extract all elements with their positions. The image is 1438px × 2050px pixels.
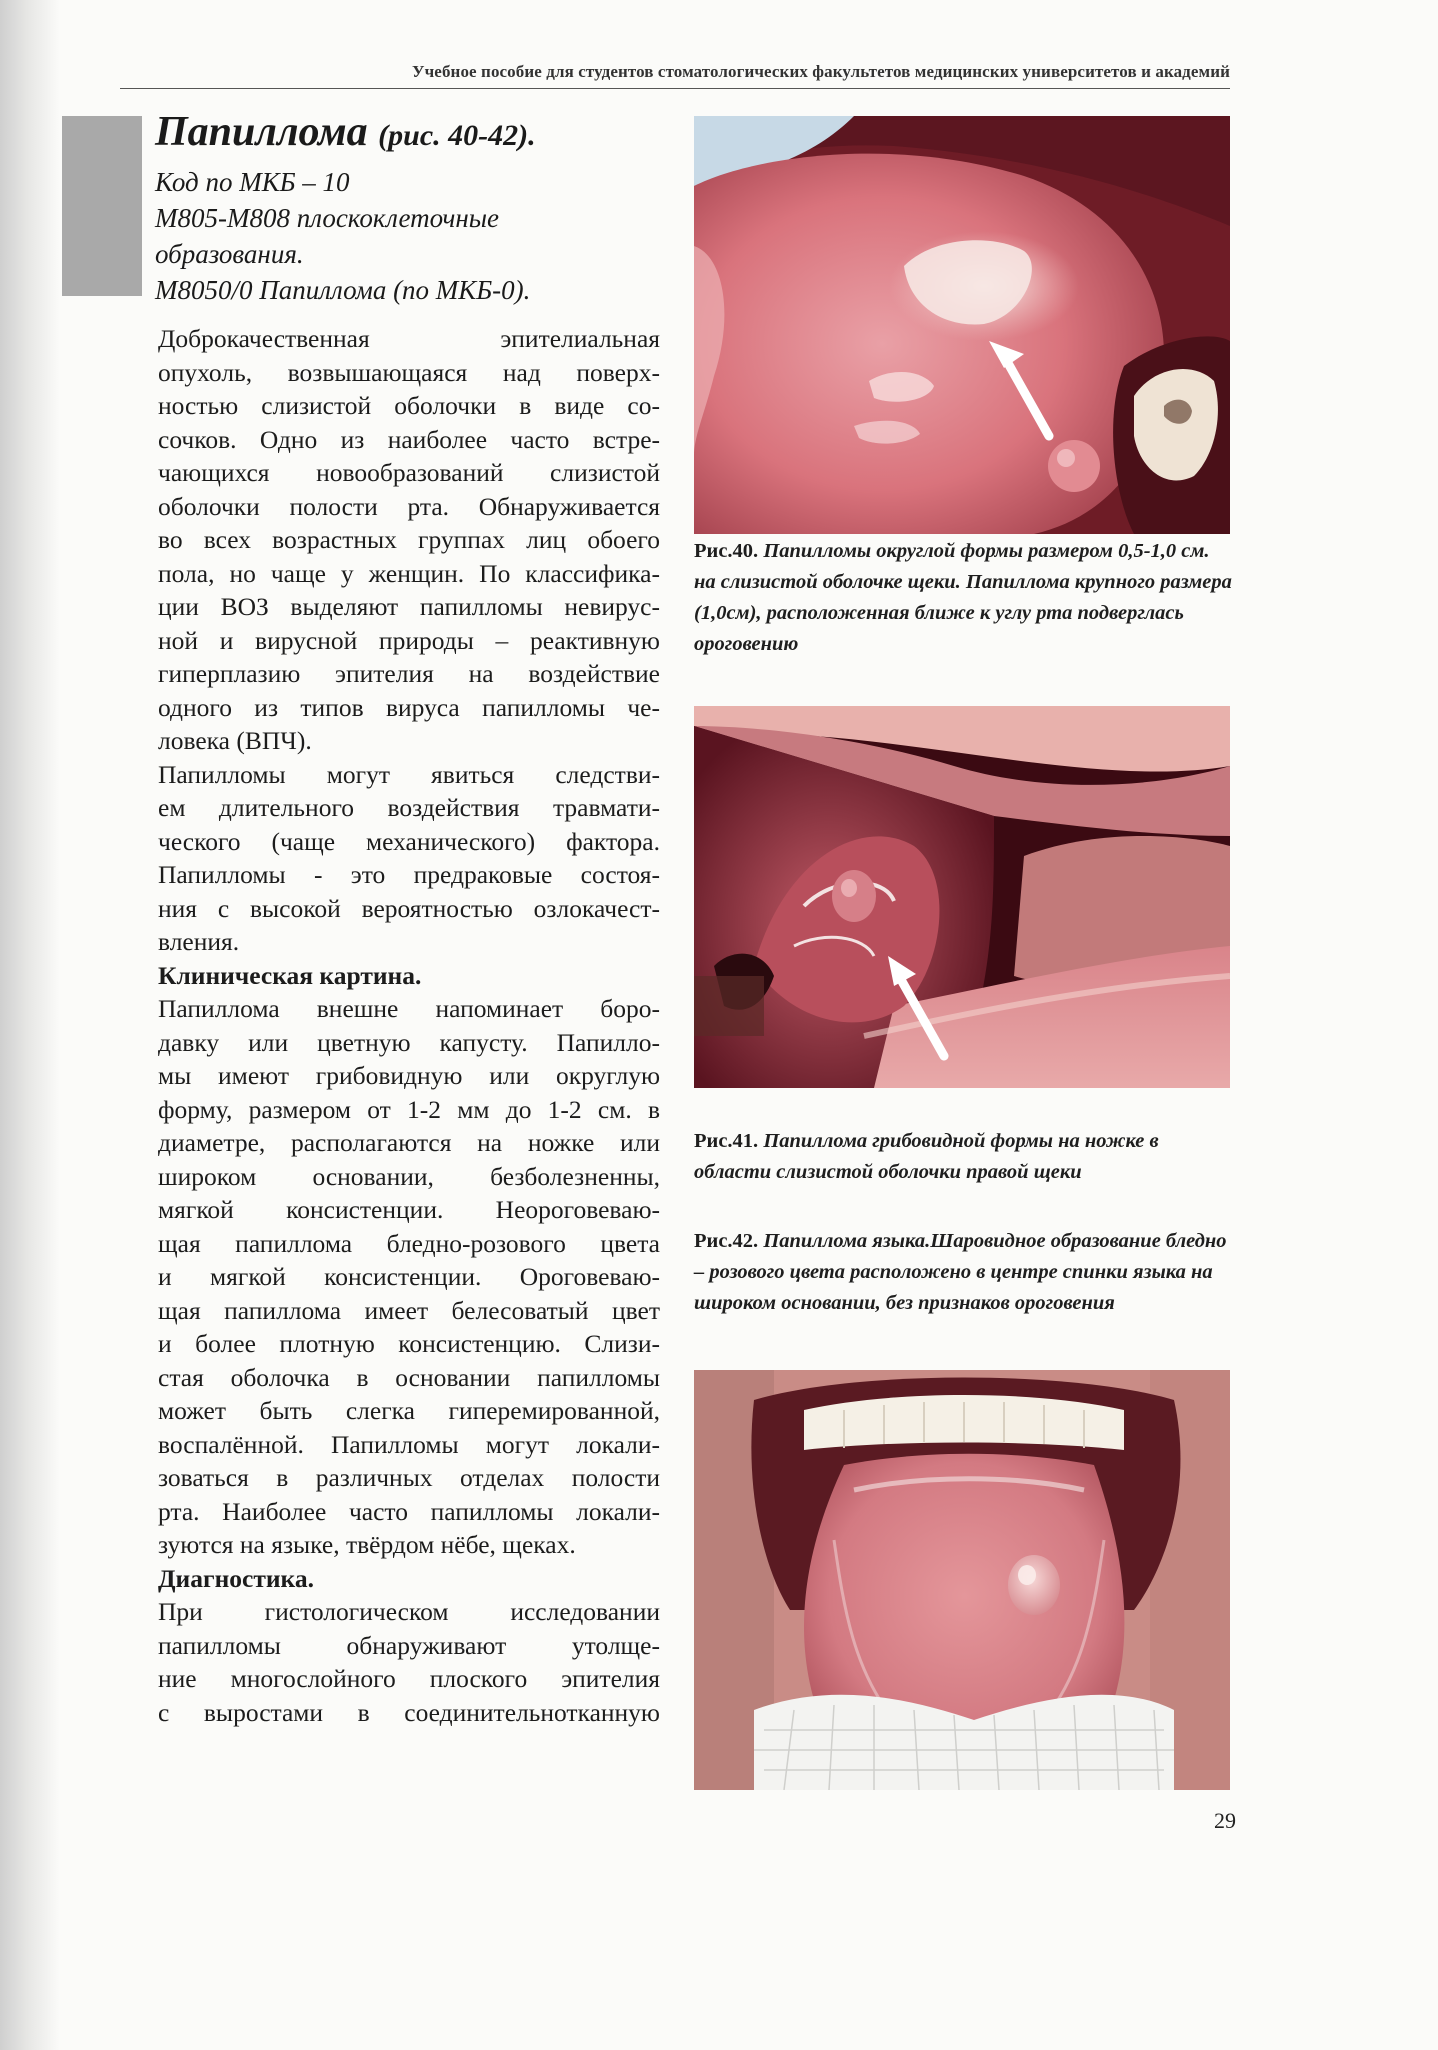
text-line: диаметре, располагаются на ножке или: [158, 1128, 660, 1157]
text-line: воспалённой. Папилломы могут локали-: [158, 1429, 660, 1459]
text-line: и более плотную консистенцию. Слизи-: [158, 1329, 660, 1358]
figure-40-number: Рис.40.: [694, 540, 759, 562]
text-line: рта. Наиболее часто папилломы локали-: [158, 1496, 660, 1526]
icd-range-line-2: образования.: [155, 239, 304, 269]
icd-range-line: М805-М808 плоскоклеточные: [155, 203, 499, 233]
binding-shadow: [0, 0, 60, 2050]
text-line: пола, но чаще у женщин. По классифика-: [158, 558, 660, 588]
figure-41-photo: [694, 706, 1230, 1088]
text-line: При гистологическом исследовании: [158, 1597, 660, 1626]
text-line: ции ВОЗ выделяют папилломы невирус-: [158, 592, 660, 621]
text-line: ем длительного воздействия травмати-: [158, 793, 660, 822]
text-line: одного из типов вируса папилломы че-: [158, 692, 660, 722]
text-line: ностью слизистой оболочки в виде со-: [158, 391, 660, 420]
figure-40-caption: [694, 536, 1236, 660]
text-line: форму, размером от 1-2 мм до 1-2 см. в: [158, 1094, 660, 1124]
body-text-column: [158, 322, 660, 1729]
icd-code-line: Код по МКБ – 10: [155, 167, 350, 197]
text-line: ние многослойного плоского эпителия: [158, 1664, 660, 1693]
cheek-papilloma-photo: [694, 116, 1230, 534]
running-header: Учебное пособие для студентов стоматологических факультетов медицинских университетов и академий: [412, 62, 1230, 81]
section-title: [155, 104, 675, 164]
pedunculated-papilloma-photo: [694, 706, 1230, 1088]
text-line: сочков. Одно из наиболее часто встре-: [158, 424, 660, 454]
paragraph-etiology: [158, 758, 660, 959]
figure-40-caption-text: Папилломы округлой формы размером 0,5-1,0 см. на слизистой оболочке щеки. Папиллома крупного размера (1,0см), расположенная ближе к углу рта подверглась ороговению: [694, 540, 1232, 655]
text-line: ния с высокой вероятностью озлокачест-: [158, 893, 660, 923]
text-line: широком основании, безболезненны,: [158, 1161, 660, 1191]
figure-41-number: Рис.41.: [694, 1130, 759, 1152]
text-line: Папилломы могут явиться следстви-: [158, 759, 660, 789]
page-number: 29: [1214, 1808, 1236, 1833]
text-line: зоваться в различных отделах полости: [158, 1463, 660, 1492]
text-line: Доброкачественная эпителиальная: [158, 324, 660, 353]
figure-42-caption-text: Папиллома языка.Шаровидное образование бледно – розового цвета расположено в центре спинки языка на широком основании, без признаков ороговения: [694, 1230, 1227, 1314]
text-line: опухоль, возвышающаяся над поверх-: [158, 357, 660, 387]
text-line: гиперплазию эпителия на воздействие: [158, 659, 660, 688]
text-line: с выростами в соединительнотканную: [158, 1697, 660, 1727]
text-line: щая папиллома бледно-розового цвета: [158, 1228, 660, 1258]
icdo-code-line: М8050/0 Папиллома (по МКБ-0).: [155, 275, 531, 305]
paragraph-clinical: [158, 992, 660, 1562]
text-line: Папиллома внешне напоминает боро-: [158, 994, 660, 1023]
paragraph-definition: [158, 322, 660, 758]
section-marker-bar: [62, 116, 142, 296]
figure-41-caption: [694, 1126, 1236, 1188]
figure-42-number: Рис.42.: [694, 1230, 759, 1252]
paragraph-diagnostics: [158, 1595, 660, 1729]
text-line: во всех возрастных группах лиц обоего: [158, 525, 660, 554]
text-line: ческого (чаще механического) фактора.: [158, 826, 660, 856]
heading-diagnostics: Диагностика.: [158, 1563, 314, 1593]
text-line: чающихся новообразований слизистой: [158, 458, 660, 487]
text-line: зуются на языке, твёрдом нёбе, щеках.: [158, 1530, 576, 1559]
title-block: [155, 104, 675, 308]
section-title-text: Папиллома: [155, 109, 379, 155]
text-line: Папилломы - это предраковые состоя-: [158, 860, 660, 889]
text-line: может быть слегка гиперемированной,: [158, 1396, 660, 1425]
text-line: оболочки полости рта. Обнаруживается: [158, 491, 660, 521]
text-line: вления.: [158, 927, 240, 956]
text-line: ной и вирусной природы – реактивную: [158, 625, 660, 655]
text-line: мы имеют грибовидную или округлую: [158, 1061, 660, 1090]
figure-42-caption: [694, 1226, 1236, 1319]
text-line: щая папиллома имеет белесоватый цвет: [158, 1295, 660, 1325]
text-line: и мягкой консистенции. Ороговеваю-: [158, 1262, 660, 1291]
heading-clinical-picture: Клиническая картина.: [158, 960, 422, 990]
papilloma-lesion: [1008, 1555, 1060, 1615]
section-title-figure-ref: (рис. 40-42).: [378, 119, 536, 152]
figure-42-photo: [694, 1370, 1230, 1790]
tongue-papilloma-photo: [694, 1370, 1230, 1790]
text-line: давку или цветную капусту. Папилло-: [158, 1027, 660, 1057]
text-line: ловека (ВПЧ).: [158, 726, 312, 755]
header-rule: [120, 88, 1230, 89]
text-line: стая оболочка в основании папилломы: [158, 1362, 660, 1392]
text-line: мягкой консистенции. Неороговеваю-: [158, 1195, 660, 1224]
figure-41-caption-text: Папиллома грибовидной формы на ножке в области слизистой оболочки правой щеки: [694, 1130, 1159, 1183]
text-line: папилломы обнаруживают утолще-: [158, 1630, 660, 1660]
figure-40-photo: [694, 116, 1230, 534]
